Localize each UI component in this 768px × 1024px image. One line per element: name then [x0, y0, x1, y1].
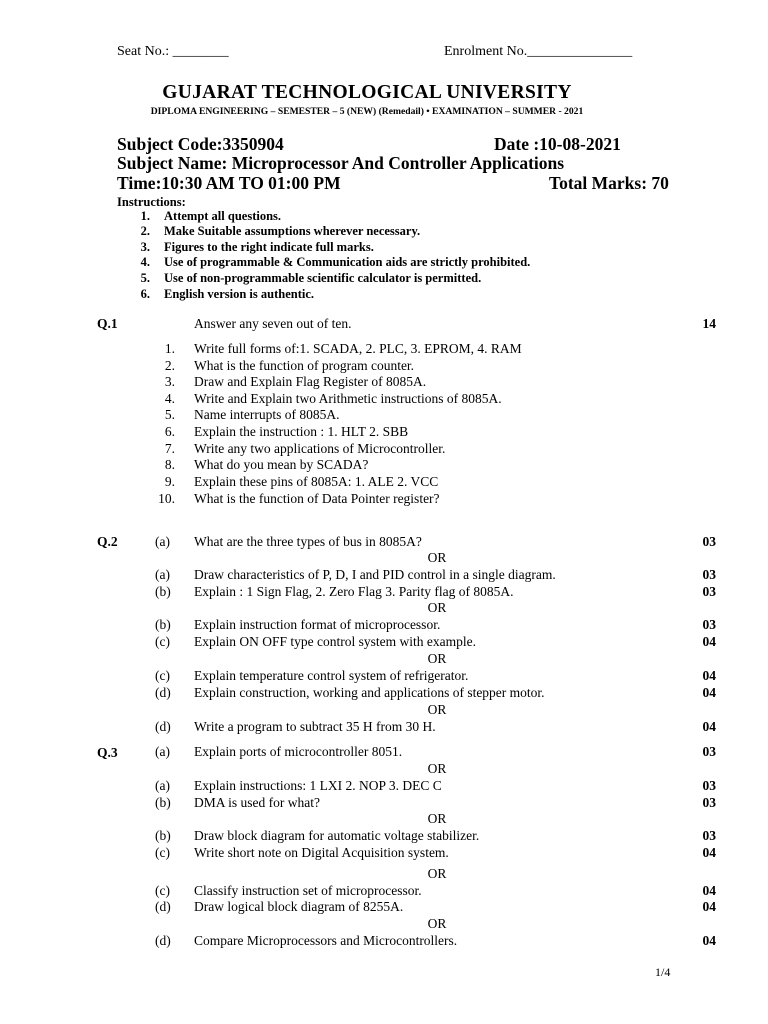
sub-question-text: Explain temperature control system of refrigerator. [194, 668, 469, 683]
item-text: What is the function of program counter. [194, 358, 415, 373]
or-separator: OR [427, 702, 447, 717]
item-number: 1. [164, 341, 175, 356]
table-row [0, 668, 768, 685]
or-separator: OR [427, 550, 447, 565]
seat-no-field: Seat No.: ________ [117, 44, 229, 59]
list-item [0, 441, 768, 458]
sub-question-label: (a) [155, 778, 170, 793]
list-item [0, 457, 768, 474]
or-separator: OR [427, 866, 447, 881]
table-row [0, 883, 768, 900]
sub-question-text: Explain ON OFF type control system with example. [194, 634, 476, 649]
sub-question-marks: 03 [702, 778, 716, 793]
sub-question-marks: 04 [702, 719, 716, 734]
sub-question-label: (c) [155, 845, 170, 860]
table-row [0, 845, 768, 862]
total-marks: Total Marks: 70 [549, 173, 669, 193]
table-row [0, 534, 768, 551]
sub-question-text: Write short note on Digital Acquisition system. [194, 845, 449, 860]
item-number: 10. [158, 491, 175, 506]
sub-question-marks: 03 [702, 584, 716, 599]
sub-question-text: What are the three types of bus in 8085A? [194, 534, 422, 549]
instruction-text: Use of programmable & Communication aids are strictly prohibited. [164, 255, 531, 269]
or-separator: OR [427, 651, 447, 666]
question-1-marks: 14 [702, 316, 716, 331]
page-number: 1/4 [655, 965, 671, 979]
sub-question-marks: 03 [702, 795, 716, 810]
table-row [0, 584, 768, 601]
sub-question-text: Explain construction, working and applications of stepper motor. [194, 685, 545, 700]
item-text: Write and Explain two Arithmetic instructions of 8085A. [194, 391, 502, 406]
sub-question-label: (a) [155, 744, 170, 759]
instruction-number: 3. [140, 240, 150, 254]
sub-question-marks: 03 [702, 828, 716, 843]
table-row [0, 634, 768, 651]
instruction-number: 5. [140, 271, 150, 285]
instruction-text: Use of non-programmable scientific calculator is permitted. [164, 271, 482, 285]
sub-question-label: (d) [155, 933, 171, 948]
list-item [0, 407, 768, 424]
sub-question-label: (b) [155, 795, 171, 810]
table-row [0, 744, 768, 761]
table-row [0, 617, 768, 634]
sub-question-label: (b) [155, 828, 171, 843]
instruction-number: 4. [140, 255, 150, 269]
item-number: 2. [164, 358, 175, 373]
exam-line: DIPLOMA ENGINEERING – SEMESTER – 5 (NEW) (Remedail) • EXAMINATION – SUMMER - 2021 [150, 106, 584, 117]
instruction-number: 1. [140, 209, 150, 223]
question-2-label: Q.2 [97, 534, 118, 549]
table-row [0, 778, 768, 795]
table-row [0, 795, 768, 812]
sub-question-label: (a) [155, 567, 170, 582]
table-row [0, 719, 768, 736]
university-title: GUJARAT TECHNOLOGICAL UNIVERSITY [162, 82, 572, 103]
sub-question-marks: 04 [702, 883, 716, 898]
instruction-item [128, 271, 628, 287]
sub-question-label: (c) [155, 634, 170, 649]
item-text: Write full forms of:1. SCADA, 2. PLC, 3. EPROM, 4. RAM [194, 341, 522, 356]
list-item [0, 474, 768, 491]
sub-question-marks: 04 [702, 845, 716, 860]
instruction-item [128, 255, 628, 271]
item-text: What is the function of Data Pointer register? [194, 491, 440, 506]
list-item [0, 374, 768, 391]
sub-question-marks: 03 [702, 617, 716, 632]
sub-question-label: (d) [155, 719, 171, 734]
sub-question-label: (d) [155, 899, 171, 914]
instruction-item [128, 240, 628, 256]
item-text: Name interrupts of 8085A. [194, 407, 340, 422]
item-text: Explain these pins of 8085A: 1. ALE 2. VCC [194, 474, 439, 489]
item-text: What do you mean by SCADA? [194, 457, 369, 472]
sub-question-text: DMA is used for what? [194, 795, 320, 810]
sub-question-text: Explain : 1 Sign Flag, 2. Zero Flag 3. Parity flag of 8085A. [194, 584, 514, 599]
item-number: 5. [164, 407, 175, 422]
exam-date: Date :10-08-2021 [494, 134, 621, 154]
table-row [0, 933, 768, 950]
item-number: 4. [164, 391, 175, 406]
sub-question-marks: 03 [702, 534, 716, 549]
sub-question-label: (d) [155, 685, 171, 700]
instruction-text: Attempt all questions. [164, 209, 282, 223]
list-item [0, 424, 768, 441]
or-separator: OR [427, 761, 447, 776]
sub-question-label: (b) [155, 584, 171, 599]
sub-question-marks: 03 [702, 744, 716, 759]
list-item [0, 391, 768, 408]
instruction-number: 2. [140, 224, 150, 238]
sub-question-text: Draw logical block diagram of 8255A. [194, 899, 404, 914]
sub-question-label: (a) [155, 534, 170, 549]
subject-name: Subject Name: Microprocessor And Controller Applications [117, 153, 565, 173]
item-number: 8. [164, 457, 175, 472]
question-1-label: Q.1 [97, 316, 118, 331]
sub-question-text: Draw block diagram for automatic voltage stabilizer. [194, 828, 480, 843]
instruction-text: Figures to the right indicate full marks. [164, 240, 374, 254]
sub-question-text: Explain instruction format of microprocessor. [194, 617, 441, 632]
instructions-title: Instructions: [117, 195, 186, 209]
table-row [0, 567, 768, 584]
list-item [0, 358, 768, 375]
item-number: 6. [164, 424, 175, 439]
sub-question-text: Write a program to subtract 35 H from 30 H. [194, 719, 436, 734]
sub-question-marks: 04 [702, 668, 716, 683]
instruction-number: 6. [140, 287, 150, 301]
table-row [0, 685, 768, 702]
question-3-label: Q.3 [97, 745, 118, 760]
question-1-heading: Answer any seven out of ten. [194, 316, 352, 331]
item-text: Write any two applications of Microcontroller. [194, 441, 446, 456]
table-row [0, 899, 768, 916]
sub-question-text: Compare Microprocessors and Microcontrollers. [194, 933, 458, 948]
sub-question-marks: 04 [702, 933, 716, 948]
instruction-item [128, 224, 628, 240]
item-text: Explain the instruction : 1. HLT 2. SBB [194, 424, 409, 439]
sub-question-text: Explain ports of microcontroller 8051. [194, 744, 403, 759]
sub-question-label: (b) [155, 617, 171, 632]
table-row [0, 828, 768, 845]
list-item [0, 491, 768, 508]
or-separator: OR [427, 811, 447, 826]
instruction-text: Make Suitable assumptions wherever necessary. [164, 224, 421, 238]
sub-question-label: (c) [155, 668, 170, 683]
sub-question-marks: 04 [702, 634, 716, 649]
subject-code: Subject Code:3350904 [117, 134, 284, 154]
sub-question-text: Classify instruction set of microprocessor. [194, 883, 422, 898]
sub-question-text: Draw characteristics of P, D, I and PID control in a single diagram. [194, 567, 556, 582]
or-separator: OR [427, 916, 447, 931]
instruction-item [128, 287, 628, 303]
exam-time: Time:10:30 AM TO 01:00 PM [117, 173, 341, 193]
enrolment-no-field: Enrolment No._______________ [444, 44, 633, 59]
or-separator: OR [427, 600, 447, 615]
instruction-item [128, 209, 628, 225]
item-number: 9. [164, 474, 175, 489]
sub-question-label: (c) [155, 883, 170, 898]
sub-question-marks: 04 [702, 685, 716, 700]
sub-question-marks: 03 [702, 567, 716, 582]
item-number: 7. [164, 441, 175, 456]
sub-question-marks: 04 [702, 899, 716, 914]
list-item [0, 341, 768, 358]
sub-question-text: Explain instructions: 1 LXI 2. NOP 3. DEC C [194, 778, 442, 793]
instruction-text: English version is authentic. [164, 287, 315, 301]
item-text: Draw and Explain Flag Register of 8085A. [194, 374, 427, 389]
item-number: 3. [164, 374, 175, 389]
